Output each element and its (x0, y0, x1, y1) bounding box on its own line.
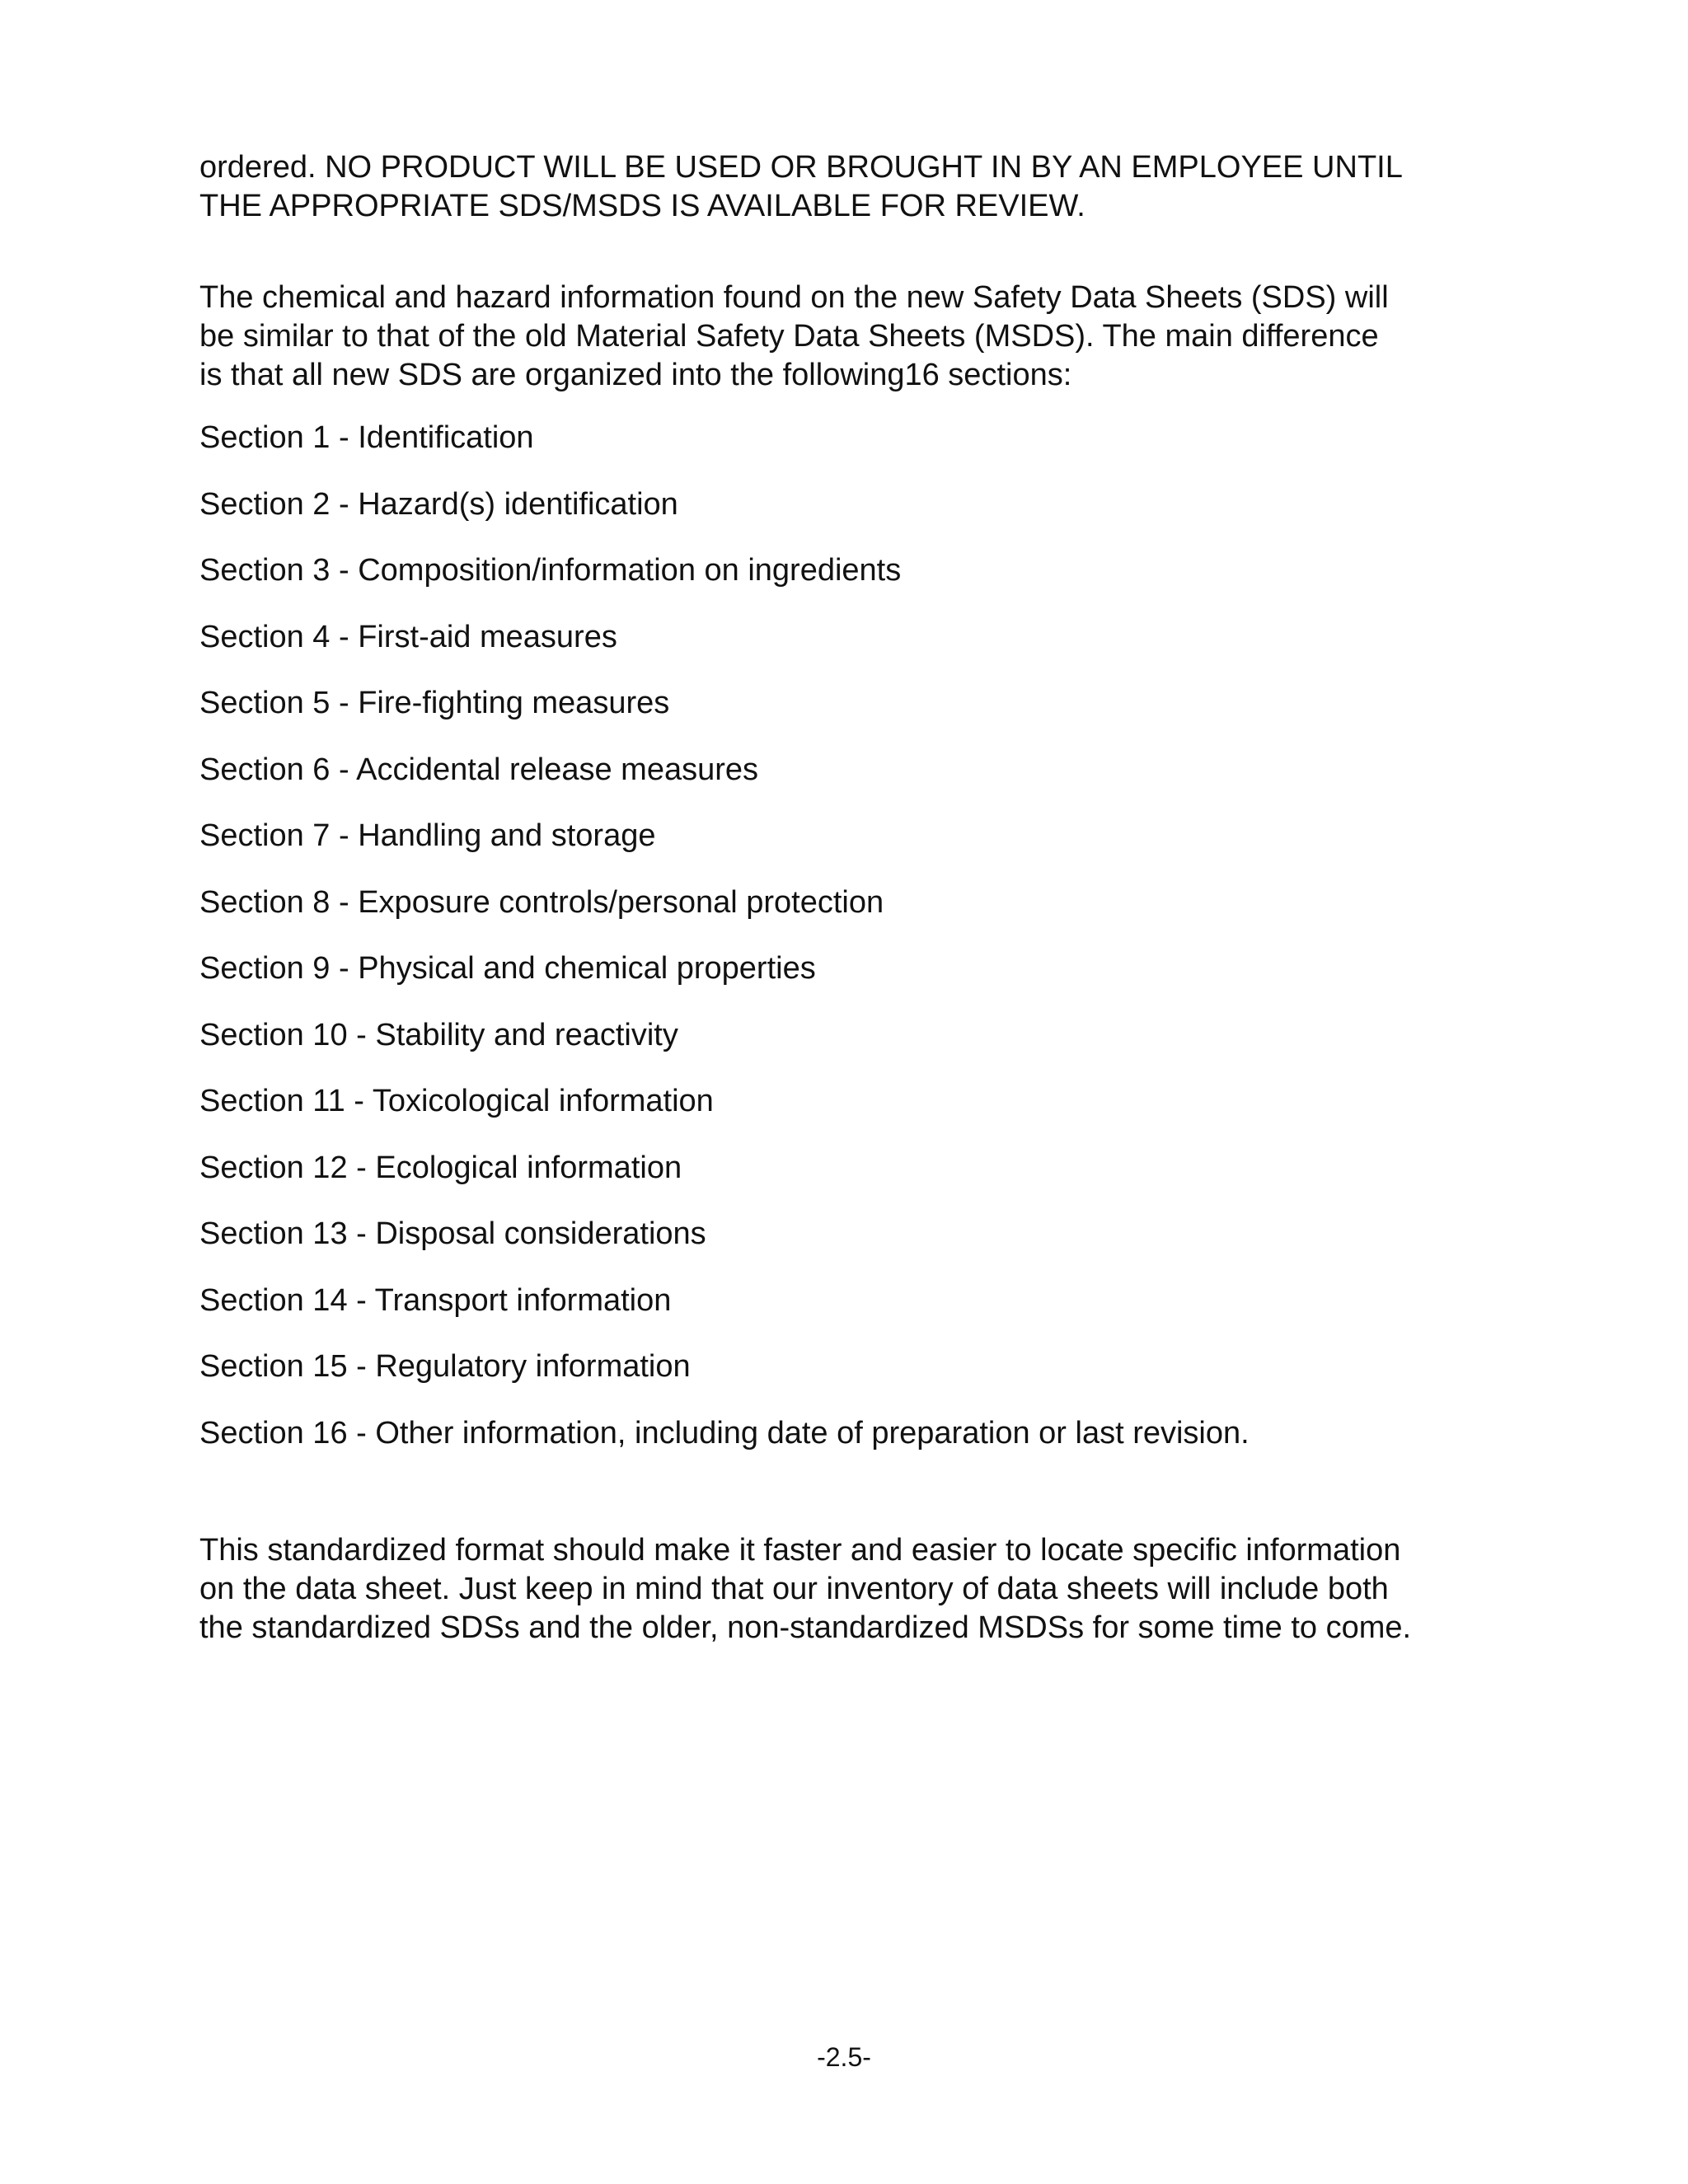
paragraph-line: ordered. NO PRODUCT WILL BE USED OR BROUGHT IN BY AN EMPLOYEE UNTIL (199, 150, 1403, 185)
paragraph-line: on the data sheet. Just keep in mind that our inventory of data sheets will include both (199, 1572, 1389, 1606)
paragraph-line: is that all new SDS are organized into the following16 sections: (199, 358, 1072, 392)
section-item: Section 11 - Toxicological information (199, 1084, 714, 1118)
paragraph-line: be similar to that of the old Material Safety Data Sheets (MSDS). The main difference (199, 319, 1379, 354)
section-item: Section 6 - Accidental release measures (199, 752, 759, 787)
page-number: -2.5- (817, 2042, 871, 2072)
section-item: Section 10 - Stability and reactivity (199, 1017, 678, 1052)
section-item: Section 9 - Physical and chemical properties (199, 951, 816, 986)
paragraph-line: THE APPROPRIATE SDS/MSDS IS AVAILABLE FOR REVIEW. (199, 189, 1085, 223)
section-item: Section 12 - Ecological information (199, 1150, 682, 1185)
paragraph-line: the standardized SDSs and the older, non-standardized MSDSs for some time to come. (199, 1610, 1412, 1645)
paragraph-closing (199, 1531, 1518, 1647)
paragraph-top (199, 148, 1518, 226)
section-item: Section 8 - Exposure controls/personal protection (199, 884, 884, 920)
section-item: Section 7 - Handling and storage (199, 818, 656, 853)
section-item: Section 13 - Disposal considerations (199, 1216, 706, 1251)
paragraph-intro (199, 279, 1518, 395)
sds-section-list (199, 419, 1250, 1480)
section-item: Section 1 - Identification (199, 420, 534, 455)
section-item: Section 16 - Other information, including date of preparation or last revision. (199, 1415, 1250, 1451)
section-item: Section 5 - Fire-fighting measures (199, 686, 670, 720)
section-item: Section 2 - Hazard(s) identification (199, 486, 678, 522)
section-item: Section 14 - Transport information (199, 1282, 672, 1318)
section-item: Section 15 - Regulatory information (199, 1349, 691, 1384)
paragraph-line: The chemical and hazard information found on the new Safety Data Sheets (SDS) will (199, 280, 1389, 315)
section-item: Section 3 - Composition/information on ingredients (199, 553, 902, 588)
section-item: Section 4 - First-aid measures (199, 619, 617, 654)
paragraph-line: This standardized format should make it faster and easier to locate specific information (199, 1533, 1401, 1568)
